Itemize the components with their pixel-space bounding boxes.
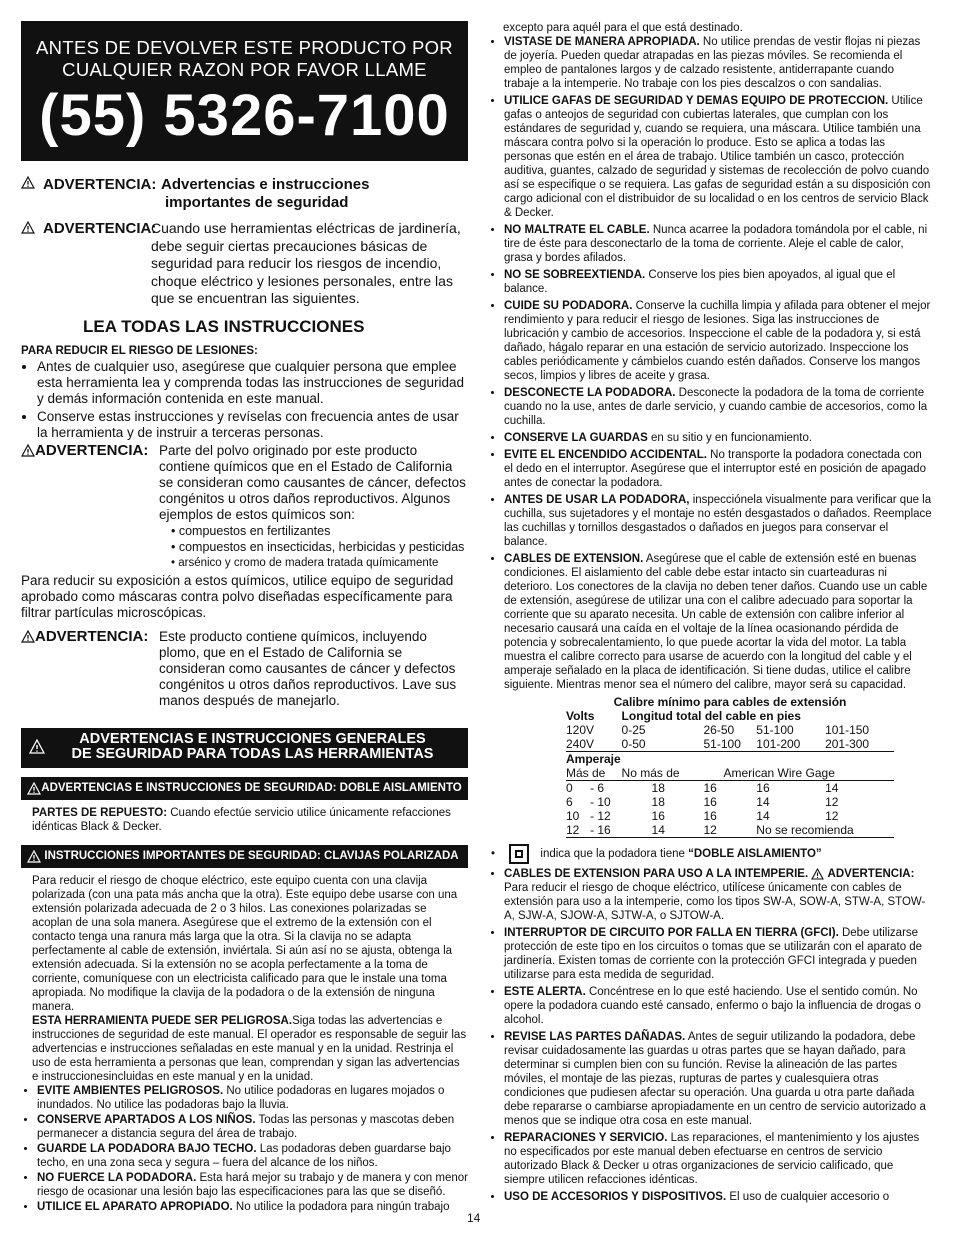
list-item: • EVITE AMBIENTES PELIGROSOS. No utilice podadoras en lugares mojados o inundados. No utilice las podadoras bajo la lluvia.: [37, 1084, 468, 1112]
double-insulation-bar: [21, 777, 468, 800]
bar-text: ADVERTENCIAS E INSTRUCCIONES DE SEGURIDAD: DOBLE AISLAMIENTO: [41, 782, 462, 794]
right-safety-list: [491, 35, 932, 692]
list-item: • EVITE EL ENCENDIDO ACCIDENTAL. No transporte la podadora conectada con el dedo en el interruptor. Asegúrese que el interruptor esté en posición de apagado antes de conectar la podadora.: [504, 448, 932, 490]
general-safety-bar: [21, 728, 468, 768]
dangerous-tool: ESTA HERRAMIENTA PUEDE SER PELIGROSA.Siga todas las advertencias e instrucciones de seguridad de este manual. El operador es responsable de seguir las advertencias e instrucciones señaladas en este manual y en la unidad. Restrinja el uso de esta herramienta a personas que lean, comprendan y sigan las advertencias e instruccionesincluidas en este manual y en la unidad.: [32, 1014, 467, 1083]
bar-line2: DE SEGURIDAD PARA TODAS LAS HERRAMIENTAS: [71, 745, 434, 762]
list-item: • CABLES DE EXTENSION PARA USO A LA INTEMPERIE. ADVERTENCIA: Para reducir el riesgo de choque eléctrico, utilícese únicamente con cables de extensión para uso a la intemperie, como los tipos SW-A, SOW-A, STW-A, STOW-A, SJW-A, SJOW-A, SJTW-A, o SJTOW-A.: [504, 867, 932, 923]
continued-text: excepto para aquél para el que está destinado.: [503, 22, 743, 34]
table-row: 6 - 10 18 16 14 12: [566, 795, 839, 809]
list-item: • CONSERVE LA GUARDAS en su sitio y en funcionamiento.: [504, 431, 932, 445]
gauge-table: [566, 695, 894, 838]
list-item: • CABLES DE EXTENSION. Asegúrese que el cable de extensión esté en buenas condiciones. El aislamiento del cable debe estar intacto sin cuarteaduras ni deterioro. Los conectores de la clavija no deben tener daños. Cuando use un cable de extensión, asegúrese de utilizar una con el calibre adecuado para soportar la corriente que su aparato necesita. Un cable de extensión con calibre inferior al necesario causará una caída en el voltaje de la línea ocasionando pérdida de potencia y sobrecalentamiento, lo que puede acortar la vida del motor. La tabla muestra el calibre correcto para usarse de acuerdo con la longitud del cable y el amperaje señalado en la placa de identificación. Si tiene dudas, utilice el calibre siguiente. Mientras menor sea el número del calibre, mayor será su capacidad.: [504, 552, 932, 692]
table-row: 120V 0-25 26-50 51-100 101-150: [566, 723, 870, 737]
list-item: • Antes de cualquier uso, asegúrese que cualquier persona que emplee esta herramienta lea y comprenda todas las instrucciones de seguridad y demás información contenida en este manual.: [37, 359, 468, 407]
bar-text: INSTRUCCIONES IMPORTANTES DE SEGURIDAD: CLAVIJAS POLARIZADA: [44, 850, 459, 862]
chemical-list: [159, 523, 468, 571]
warning-lead: [21, 629, 468, 709]
warning-triangle-icon: [21, 444, 35, 457]
list-item: • VISTASE DE MANERA APROPIADA. No utilice prendas de vestir flojas ni piezas de joyería. Pueden quedar atrapadas en las piezas móviles. Se recomienda el empleo de pantalones largos y de calzado resistente, antiderrapante cuando trabaje a la intemperie. No trabaje con los pies descalzos o con sandalias.: [504, 35, 932, 91]
gauge-length-header: Longitud total del cable en pies: [621, 709, 801, 723]
warning-triangle-icon: [21, 221, 35, 234]
polarized-plug-text: Para reducir el riesgo de choque eléctrico, este equipo cuenta con una clavija polarizada (con una pata más ancha que la otra). Este equipo debe usarse con una extensión polarizada adecuada de 2 o 3 hilos. Las conexiones polarizadas se acoplan de una sola manera. Asegúrese que el extremo de la extensión con el contacto tenga una ranura más larga que la otra. Si la clavija no se adapta perfectamente al cable de extensión, inviértala. Si aún así no se ajusta, obtenga la extensión adecuada. Si la extensión no se acopla perfectamente a la toma de corriente, comuníquese con un electricista calificado para que le instale una toma apropiada. No modifique la clavija de la podadora o de la extensión de ninguna manera.: [32, 874, 458, 1013]
warning-label: ADVERTENCIA:: [21, 629, 159, 709]
list-item: • INTERRUPTOR DE CIRCUITO POR FALLA EN TIERRA (GFCI). Debe utilizarse protección de este tipo en los circuitos o tomas que se utilizarán con el aparato de jardinería. Existen tomas de corriente con la protección GFCI integrada y pueden utilizarse para esta medida de seguridad.: [504, 926, 932, 982]
table-row: 0 - 6 18 16 16 14: [566, 781, 894, 796]
warning-triangle-icon: [27, 782, 41, 795]
read-all-heading: LEA TODAS LAS INSTRUCCIONES: [83, 316, 365, 336]
list-item: • USO DE ACCESORIOS Y DISPOSITIVOS. El uso de cualquier accesorio o: [504, 1190, 932, 1204]
list-item: • UTILICE EL APARATO APROPIADO. No utilice la podadora para ningún trabajo: [37, 1200, 468, 1214]
list-item: • ANTES DE USAR LA PODADORA, inspecciónela visualmente para verificar que la cuchilla, sus sujetadores y el montaje no estén desgastados o dañados. Reemplace las cuchillas y tornillos desgastados o dañados en juegos para conservar el balance.: [504, 493, 932, 549]
dust-paragraph: Para reducir su exposición a estos químicos, utilice equipo de seguridad aprobado como máscaras contra polvo diseñadas específicamente para filtrar partículas microscópicas.: [21, 572, 454, 620]
warning-title: Advertencias e instrucciones importantes de seguridad: [161, 176, 370, 211]
list-item: • NO MALTRATE EL CABLE. Nunca acarree la podadora tomándola por el cable, ni tire de éste para desconectarlo de la toma de corriente. Aleje el cable de calor, grasa y bordes afilados.: [504, 223, 932, 265]
warning-garden-tools: [21, 220, 468, 308]
reduce-risk-list: [21, 359, 468, 441]
double-insulation-icon: [509, 844, 529, 864]
list-item: • DESCONECTE LA PODADORA. Desconecte la podadora de la toma de corriente cuando no la use, antes de darle servicio, y cuando cambie de accesorios, como la cuchilla.: [504, 386, 932, 428]
reduce-risk-heading: PARA REDUCIR EL RIESGO DE LESIONES:: [21, 344, 258, 357]
warning-label: ADVERTENCIA:: [43, 220, 157, 237]
list-item: • REVISE LAS PARTES DAÑADAS. Antes de seguir utilizando la podadora, debe revisar cuidadosamente las guardas u otras partes que se hayan dañado, para determinar si cumplen bien con su función. Revise la alineación de las partes móviles, el montaje de las piezas, rupturas de partes y cualesquiera otras condiciones que pudiesen afectar su operación. Una guarda u otra parte dañada debe repararse o cambiarse apropiadamente en un centro de servicio autorizado a menos que se indique otra cosa en este manual.: [504, 1030, 932, 1128]
right-safety-list-2: [491, 844, 932, 1204]
list-item: • NO FUERCE LA PODADORA. Esta hará mejor su trabajo y de manera y con menor riesgo de ocasionar una lesión bajo las especificaciones para las que se diseñó.: [37, 1171, 468, 1199]
replacement-parts: PARTES DE REPUESTO: Cuando efectúe servicio utilice únicamente refacciones idénticas Black & Decker.: [32, 806, 451, 833]
right-column: [491, 21, 932, 1207]
table-row: 240V 0-50 51-100 101-200 201-300: [566, 737, 870, 751]
list-item: • compuestos en fertilizantes: [171, 523, 468, 539]
page-number: 14: [467, 1211, 481, 1225]
table-row: 12 - 16 14 12 No se recomienda: [566, 823, 894, 838]
bar-line1: ADVERTENCIAS E INSTRUCCIONES GENERALES: [79, 730, 426, 747]
return-callout: [21, 21, 468, 161]
list-item: • CUIDE SU PODADORA. Conserve la cuchilla limpia y afilada para obtener el mejor rendimiento y para reducir el riesgo de lesiones. Siga las instrucciones de lubricación y cambio de accesorios. Inspeccione el cable de la podadora y, si está dañado, hágalo reparar en una estación de servicio autorizado. Inspeccione los cables periódicamente y cámbielos cuando estén dañados. Conserve los mangos secos, limpios y libres de aceite y grasa.: [504, 299, 932, 383]
warning-triangle-icon: [811, 868, 824, 880]
warning-triangle-icon: [21, 630, 35, 643]
table-row: Más de No más de American Wire Gage: [566, 766, 835, 780]
warning-triangle-icon: [27, 850, 41, 863]
table-row: 10 - 12 16 16 14 12: [566, 809, 839, 823]
list-item: • compuestos en insecticidas, herbicidas y pesticidas: [171, 539, 468, 555]
left-safety-list: [21, 1084, 468, 1214]
list-item: • ESTE ALERTA. Concéntrese en lo que esté haciendo. Use el sentido común. No opere la podadora cuando esté cansado, enfermo o bajo la influencia de drogas o alcohol.: [504, 985, 932, 1027]
left-column: [21, 21, 468, 1215]
polarized-plug-bar: [21, 845, 468, 868]
list-item: • UTILICE GAFAS DE SEGURIDAD Y DEMAS EQUIPO DE PROTECCION. Utilice gafas o anteojos de seguridad con cubiertas laterales, que cumplan con los estándares de seguridad y, cuando se requiera, una máscara. Utilice también una máscara contra polvo si la operación lo produce. Esto se aplica a todas las personas que estén en el área de trabajo. Utilice también un casco, protección auditiva, guantes, calzado de seguridad y sistemas de recolección de polvo cuando así se especifique o se requiera. Las gafas de seguridad están a su disposición con cargo adicional con el distribuidor de su localidad o en los centros de servicio Black & Decker.: [504, 94, 932, 220]
warning-dust: [21, 443, 468, 571]
warning-label: ADVERTENCIA:: [21, 443, 159, 571]
warning-text: Este producto contiene químicos, incluyendo plomo, que en el Estado de California se consideran como causantes de cáncer y defectos congénitos u otros daños reproductivos. Lave sus manos después de manejarlo.: [159, 628, 457, 708]
double-insulation-item: • indica que la podadora tiene “DOBLE AISLAMIENTO”: [491, 844, 932, 864]
list-item: • NO SE SOBREEXTIENDA. Conserve los pies bien apoyados, al igual que el balance.: [504, 268, 932, 296]
warning-label: ADVERTENCIA:: [43, 176, 157, 193]
list-item: • arsénico y cromo de madera tratada químicamente: [171, 555, 468, 571]
list-item: • Conserve estas instrucciones y revíselas con frecuencia antes de usar la herramienta y de instruir a terceras personas.: [37, 409, 468, 441]
gauge-title: Calibre mínimo para cables de extensión: [613, 695, 847, 709]
list-item: • CONSERVE APARTADOS A LOS NIÑOS. Todas las personas y mascotas deben permanecer a distancia segura del área de trabajo.: [37, 1113, 468, 1141]
list-item: • REPARACIONES Y SERVICIO. Las reparaciones, el mantenimiento y los ajustes no especificados por este manual deben efectuarse en centros de servicio autorizado Black & Decker u otras organizaciones de servicio calificado, que siempre utilicen refacciones idénticas.: [504, 1131, 932, 1187]
gauge-volts-header: Volts: [566, 709, 595, 723]
warning-text: Parte del polvo originado por este producto contiene químicos que en el Estado de California se consideran como causantes de cáncer, defectos congénitos u otros daños reproductivos. Algunos ejemplos de estos químicos son:: [159, 442, 466, 522]
gauge-amp-header: Amperaje: [566, 752, 894, 767]
list-item: • GUARDE LA PODADORA BAJO TECHO. Las podadoras deben guardarse bajo techo, en una zona seca y segura – fuera del alcance de los niños.: [37, 1142, 468, 1170]
warning-text: Cuando use herramientas eléctricas de jardinería, debe seguir ciertas precauciones básicas de seguridad para reducir los riesgos de incendio, choque eléctrico y lesiones personales, entre las que se encuentran las siguientes.: [151, 220, 461, 306]
callout-line2: CUALQUIER RAZON POR FAVOR LLAME: [62, 59, 427, 80]
warning-triangle-icon: [29, 739, 45, 754]
warning-important: [21, 176, 468, 212]
warning-triangle-icon: [21, 176, 35, 189]
callout-phone: (55) 5326-7100: [39, 83, 450, 148]
callout-line1: ANTES DE DEVOLVER ESTE PRODUCTO POR: [36, 37, 453, 58]
